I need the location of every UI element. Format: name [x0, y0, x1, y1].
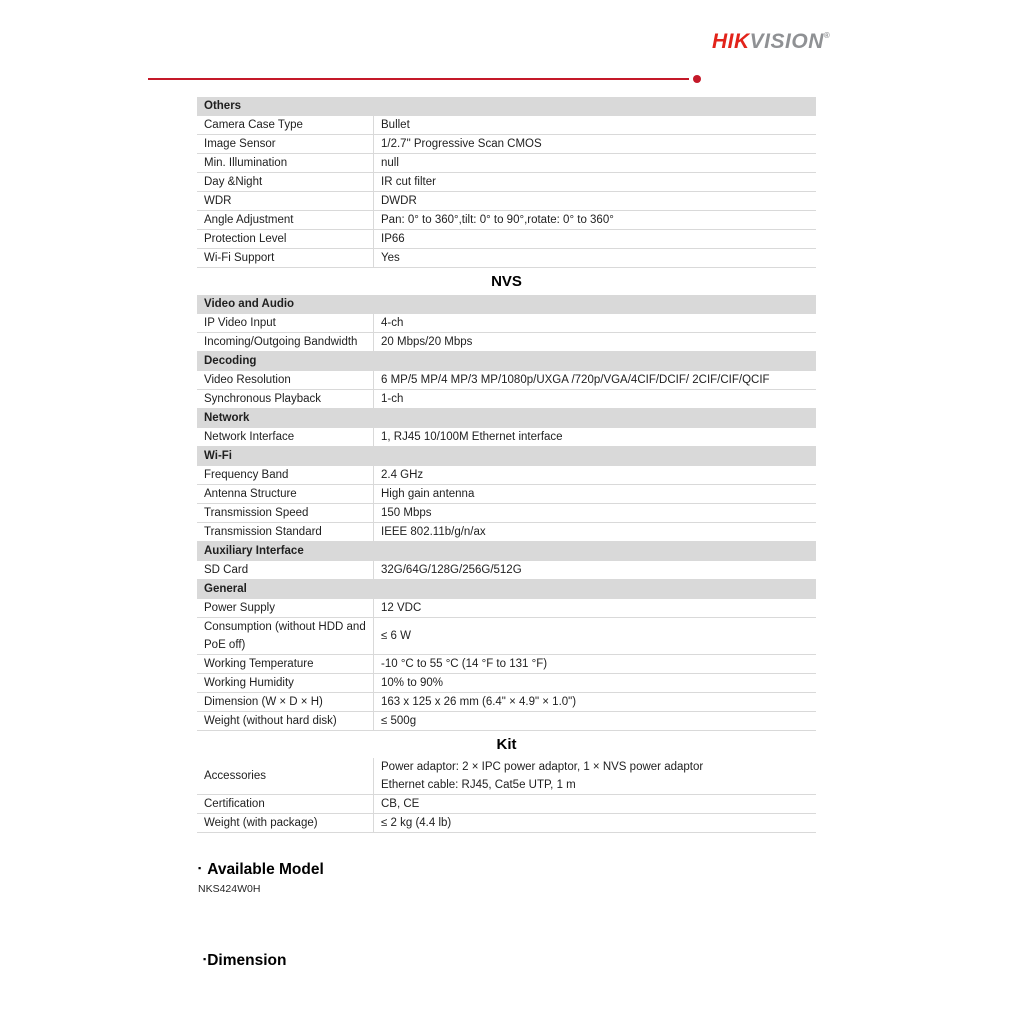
spec-label: Camera Case Type [204, 119, 303, 131]
spec-value: High gain antenna [373, 485, 816, 503]
spec-label: Weight (with package) [204, 817, 318, 829]
spec-value: 32G/64G/128G/256G/512G [373, 561, 816, 579]
table-row [197, 758, 816, 795]
table-row [197, 116, 816, 135]
spec-label: Protection Level [204, 233, 287, 245]
available-model-title: Available Model [207, 861, 324, 878]
spec-label: Network Interface [204, 431, 295, 443]
spec-label: WDR [204, 195, 232, 207]
spec-value: DWDR [373, 192, 816, 210]
spec-label: Angle Adjustment [204, 214, 294, 226]
table-row [197, 173, 816, 192]
section-header-row: Decoding [197, 352, 816, 371]
table-row [197, 795, 816, 814]
spec-value: 20 Mbps/20 Mbps [373, 333, 816, 351]
table-row [197, 135, 816, 154]
section-header-row: Network [197, 409, 816, 428]
registered-mark-icon: ® [823, 31, 831, 40]
spec-label: Min. Illumination [204, 157, 288, 169]
spec-value: 10% to 90% [373, 674, 816, 692]
table-row [197, 230, 816, 249]
spec-label: Accessories [204, 770, 266, 782]
table-row [197, 390, 816, 409]
spec-value: 4-ch [373, 314, 816, 332]
table-row [197, 485, 816, 504]
available-model-heading [198, 861, 324, 879]
table-row [197, 466, 816, 485]
spec-value: ≤ 500g [373, 712, 816, 730]
available-model-section [198, 861, 324, 895]
section-header-row: Others [197, 97, 816, 116]
spec-label: Image Sensor [204, 138, 276, 150]
section-header-row: Wi-Fi [197, 447, 816, 466]
spec-value: 1-ch [373, 390, 816, 408]
spec-value: 150 Mbps [373, 504, 816, 522]
spec-label: Transmission Speed [204, 507, 309, 519]
hikvision-logo [712, 30, 830, 54]
header-rule-dot-icon [693, 75, 701, 83]
logo-vision-text: VISION [749, 30, 824, 53]
spec-value: -10 °C to 55 °C (14 °F to 131 °F) [373, 655, 816, 673]
spec-label: Transmission Standard [204, 526, 322, 538]
spec-value: null [373, 154, 816, 172]
square-bullet-icon: ▪ [198, 863, 202, 873]
spec-value: CB, CE [373, 795, 816, 813]
spec-label: IP Video Input [204, 317, 276, 329]
spec-value: 6 MP/5 MP/4 MP/3 MP/1080p/UXGA /720p/VGA/4CIF/DCIF/ 2CIF/CIF/QCIF [373, 371, 816, 389]
table-row [197, 154, 816, 173]
section-header-row: Video and Audio [197, 295, 816, 314]
logo-hik-text: HIK [712, 30, 750, 53]
table-row [197, 314, 816, 333]
table-row [197, 674, 816, 693]
spec-table [197, 97, 816, 833]
spec-label: Certification [204, 798, 265, 810]
table-row [197, 561, 816, 580]
spec-value: Power adaptor: 2 × IPC power adaptor, 1 × NVS power adaptor Ethernet cable: RJ45, Cat5e UTP, 1 m [373, 758, 816, 794]
spec-label: Antenna Structure [204, 488, 297, 500]
spec-value: 2.4 GHz [373, 466, 816, 484]
table-row [197, 523, 816, 542]
table-row [197, 618, 816, 655]
section-header-row: General [197, 580, 816, 599]
spec-label: Working Temperature [204, 658, 314, 670]
spec-label: Consumption (without HDD and PoE off) [204, 621, 366, 651]
spec-label: Day &Night [204, 176, 263, 188]
table-row [197, 814, 816, 833]
spec-label: Synchronous Playback [204, 393, 321, 405]
dimension-title: Dimension [207, 952, 287, 969]
spec-label: Power Supply [204, 602, 275, 614]
section-header-row: Auxiliary Interface [197, 542, 816, 561]
table-row [197, 192, 816, 211]
spec-label: Frequency Band [204, 469, 289, 481]
table-row [197, 712, 816, 731]
spec-label: Incoming/Outgoing Bandwidth [204, 336, 358, 348]
table-row [197, 504, 816, 523]
available-model-value: NKS424W0H [198, 883, 261, 895]
table-row [197, 693, 816, 712]
spec-value: Pan: 0° to 360°,tilt: 0° to 90°,rotate: 0° to 360° [373, 211, 816, 229]
spec-value: 163 x 125 x 26 mm (6.4" × 4.9" × 1.0") [373, 693, 816, 711]
table-row [197, 428, 816, 447]
table-row [197, 211, 816, 230]
table-row [197, 655, 816, 674]
dimension-heading [203, 952, 286, 970]
spec-value: Yes [373, 249, 816, 267]
table-title-row: Kit [496, 736, 517, 753]
spec-value: ≤ 6 W [373, 618, 816, 654]
spec-value: IP66 [373, 230, 816, 248]
square-bullet-icon: ▪ [203, 954, 207, 964]
table-title-row: NVS [491, 273, 522, 290]
header-rule [148, 78, 689, 80]
spec-value: IR cut filter [373, 173, 816, 191]
spec-label: Working Humidity [204, 677, 294, 689]
spec-value: IEEE 802.11b/g/n/ax [373, 523, 816, 541]
spec-label: SD Card [204, 564, 249, 576]
spec-value: ≤ 2 kg (4.4 lb) [373, 814, 816, 832]
spec-value: Bullet [373, 116, 816, 134]
table-row [197, 371, 816, 390]
spec-value: 1/2.7" Progressive Scan CMOS [373, 135, 816, 153]
table-row [197, 333, 816, 352]
table-row [197, 249, 816, 268]
spec-value: 1, RJ45 10/100M Ethernet interface [373, 428, 816, 446]
spec-value: 12 VDC [373, 599, 816, 617]
spec-label: Weight (without hard disk) [204, 715, 337, 727]
spec-label: Wi-Fi Support [204, 252, 275, 264]
spec-label: Dimension (W × D × H) [204, 696, 323, 708]
spec-label: Video Resolution [204, 374, 291, 386]
table-row [197, 599, 816, 618]
